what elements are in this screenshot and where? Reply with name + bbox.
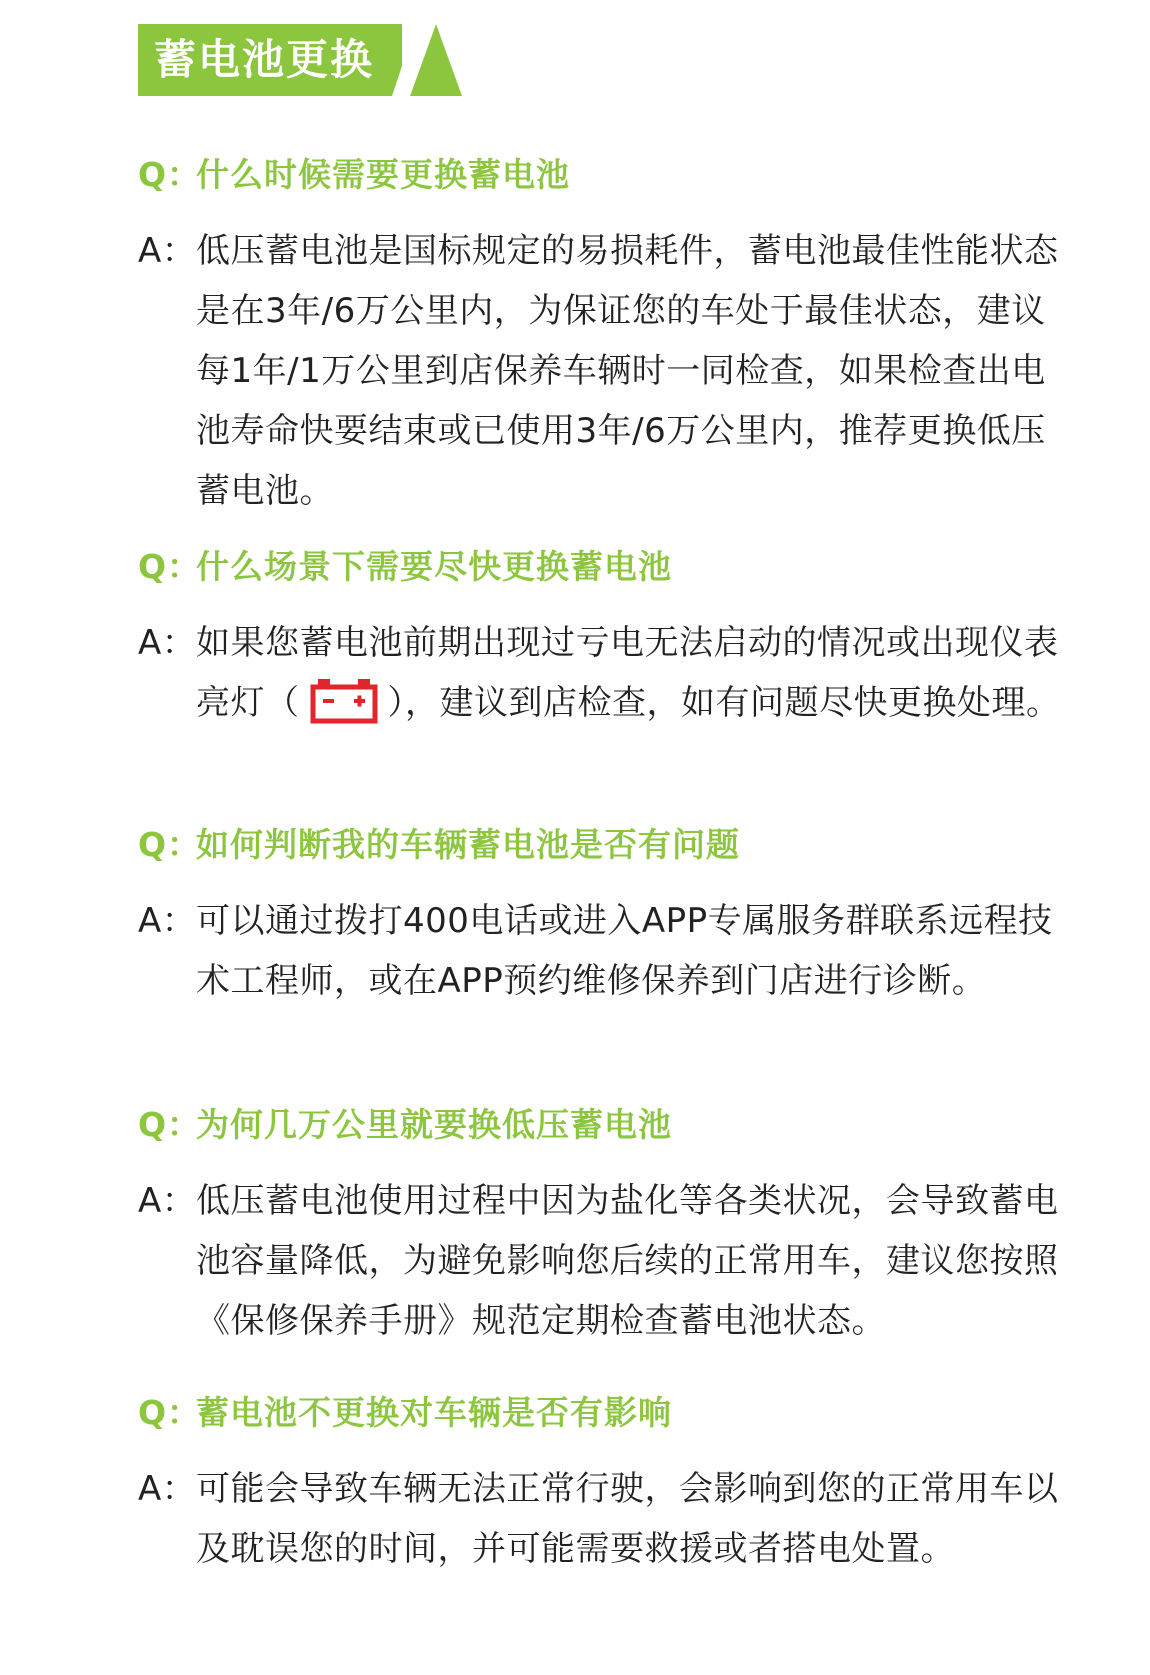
question-prefix: Q： bbox=[138, 1105, 202, 1144]
answer-prefix: A： bbox=[138, 1181, 197, 1221]
question-text: 什么场景下需要尽快更换蓄电池 bbox=[196, 547, 672, 586]
question-prefix: Q： bbox=[138, 155, 202, 194]
answer-prefix: A： bbox=[138, 623, 197, 663]
question-text: 为何几万公里就要换低压蓄电池 bbox=[196, 1105, 672, 1144]
answer-text: 可以通过拨打400电话或进入APP专属服务群联系远程技术工程师，或在APP预约维修保养到门店进行诊断。 bbox=[196, 901, 1053, 1001]
page-title: 蓄电池更换 bbox=[154, 35, 375, 84]
question-prefix: Q： bbox=[138, 1393, 202, 1432]
question-prefix: Q： bbox=[138, 825, 202, 864]
answer-prefix: A： bbox=[138, 231, 197, 271]
title-triangle-decoration bbox=[392, 24, 462, 96]
question-text: 什么时候需要更换蓄电池 bbox=[196, 155, 570, 194]
qa-item-3 bbox=[138, 825, 1068, 1011]
question-text: 如何判断我的车辆蓄电池是否有问题 bbox=[196, 825, 740, 864]
question bbox=[138, 155, 1068, 195]
question bbox=[138, 547, 1068, 587]
qa-item-2 bbox=[138, 547, 1068, 733]
qa-item-4 bbox=[138, 1105, 1068, 1351]
question-prefix: Q： bbox=[138, 547, 202, 586]
answer-text-part-1: 如果您蓄电池前期出现过亏电无法启动的情况或出现仪表亮灯（ bbox=[196, 623, 1059, 723]
qa-item-5 bbox=[138, 1393, 1068, 1579]
title-banner bbox=[138, 24, 458, 96]
answer-prefix: A： bbox=[138, 901, 197, 941]
answer-text: 低压蓄电池使用过程中因为盐化等各类状况，会导致蓄电池容量降低，为避免影响您后续的正常用车，建议您按照《保修保养手册》规范定期检查蓄电池状态。 bbox=[196, 1181, 1059, 1341]
question bbox=[138, 1105, 1068, 1145]
question-text: 蓄电池不更换对车辆是否有影响 bbox=[196, 1393, 672, 1432]
question bbox=[138, 825, 1068, 865]
battery-warning-icon bbox=[310, 679, 378, 725]
answer-text-part-2: ），建议到店检查，如有问题尽快更换处理。 bbox=[387, 683, 1061, 723]
question bbox=[138, 1393, 1068, 1433]
answer bbox=[138, 613, 1068, 733]
answer-prefix: A： bbox=[138, 1469, 197, 1509]
answer bbox=[138, 221, 1068, 521]
answer bbox=[138, 1459, 1068, 1579]
answer bbox=[138, 891, 1068, 1011]
answer bbox=[138, 1171, 1068, 1351]
answer-text: 可能会导致车辆无法正常行驶，会影响到您的正常用车以及耽误您的时间，并可能需要救援或者搭电处置。 bbox=[196, 1469, 1059, 1569]
answer-text: 低压蓄电池是国标规定的易损耗件，蓄电池最佳性能状态是在3年/6万公里内，为保证您的车处于最佳状态，建议每1年/1万公里到店保养车辆时一同检查，如果检查出电池寿命快要结束或已使用3年/6万公里内，推荐更换低压蓄电池。 bbox=[196, 231, 1059, 511]
qa-item-1 bbox=[138, 155, 1068, 521]
